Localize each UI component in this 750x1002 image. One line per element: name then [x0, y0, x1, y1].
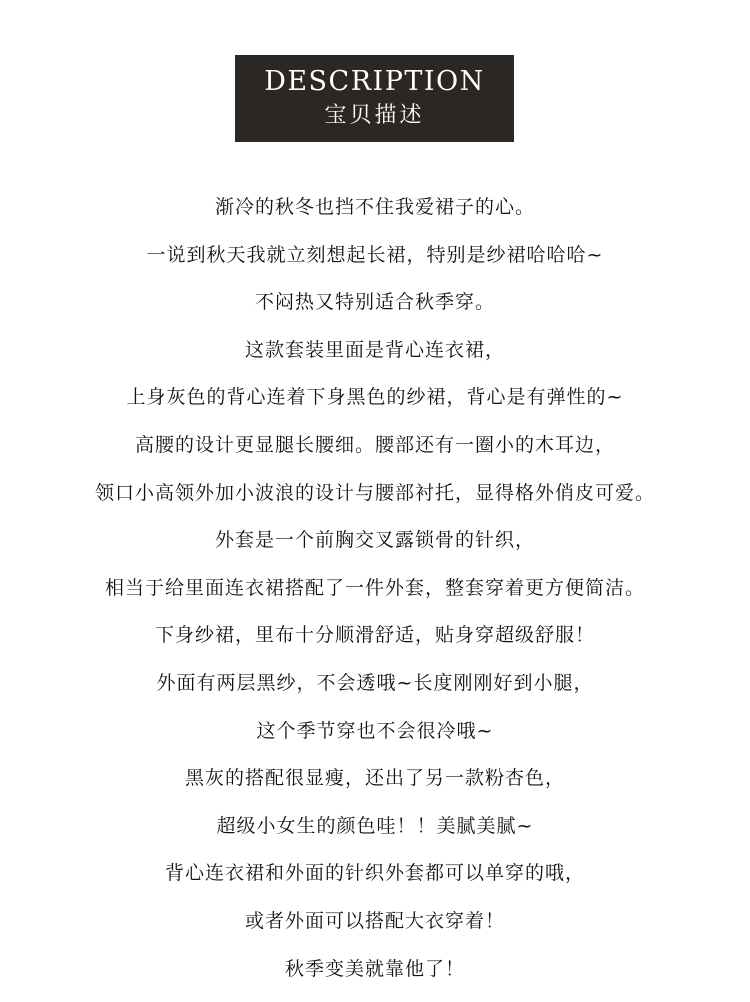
description-line: 相当于给里面连衣裙搭配了一件外套，整套穿着更方便简洁。 [104, 576, 645, 599]
description-line: 黑灰的搭配很显瘦，还出了另一款粉杏色， [184, 767, 565, 790]
description-line: 这个季节穿也不会很冷哦~ [256, 719, 494, 742]
description-line: 上身灰色的背心连着下身黑色的纱裙，背心是有弹性的~ [126, 386, 624, 409]
description-text [0, 189, 750, 998]
description-line: 这款套装里面是背心连衣裙， [244, 338, 505, 361]
description-line: 外面有两层黑纱，不会透哦~长度刚刚好到小腿， [156, 671, 594, 694]
description-line: 外套是一个前胸交叉露锁骨的针织， [214, 529, 535, 552]
description-line: 下身纱裙，里布十分顺滑舒适，贴身穿超级舒服！ [154, 624, 595, 647]
header-title-chinese: 宝贝描述 [324, 103, 425, 128]
description-header-box [235, 55, 514, 142]
description-line: 渐冷的秋冬也挡不住我爱裙子的心。 [214, 196, 535, 218]
description-line: 背心连衣裙和外面的针织外套都可以单穿的哦， [164, 862, 585, 885]
description-line: 高腰的设计更显腿长腰细。腰部还有一圈小的木耳边， [134, 433, 615, 456]
header-title-english: DESCRIPTION [264, 66, 485, 97]
description-line: 秋季变美就靠他了！ [284, 957, 465, 980]
description-line: 领口小高领外加小波浪的设计与腰部衬托，显得格外俏皮可爱。 [94, 481, 655, 504]
description-line: 一说到秋天我就立刻想起长裙，特别是纱裙哈哈哈~ [146, 243, 604, 266]
description-line: 或者外面可以搭配大衣穿着！ [244, 909, 505, 932]
description-line: 超级小女生的颜色哇！！美腻美腻~ [216, 814, 534, 837]
description-line: 不闷热又特别适合秋季穿。 [254, 291, 495, 314]
